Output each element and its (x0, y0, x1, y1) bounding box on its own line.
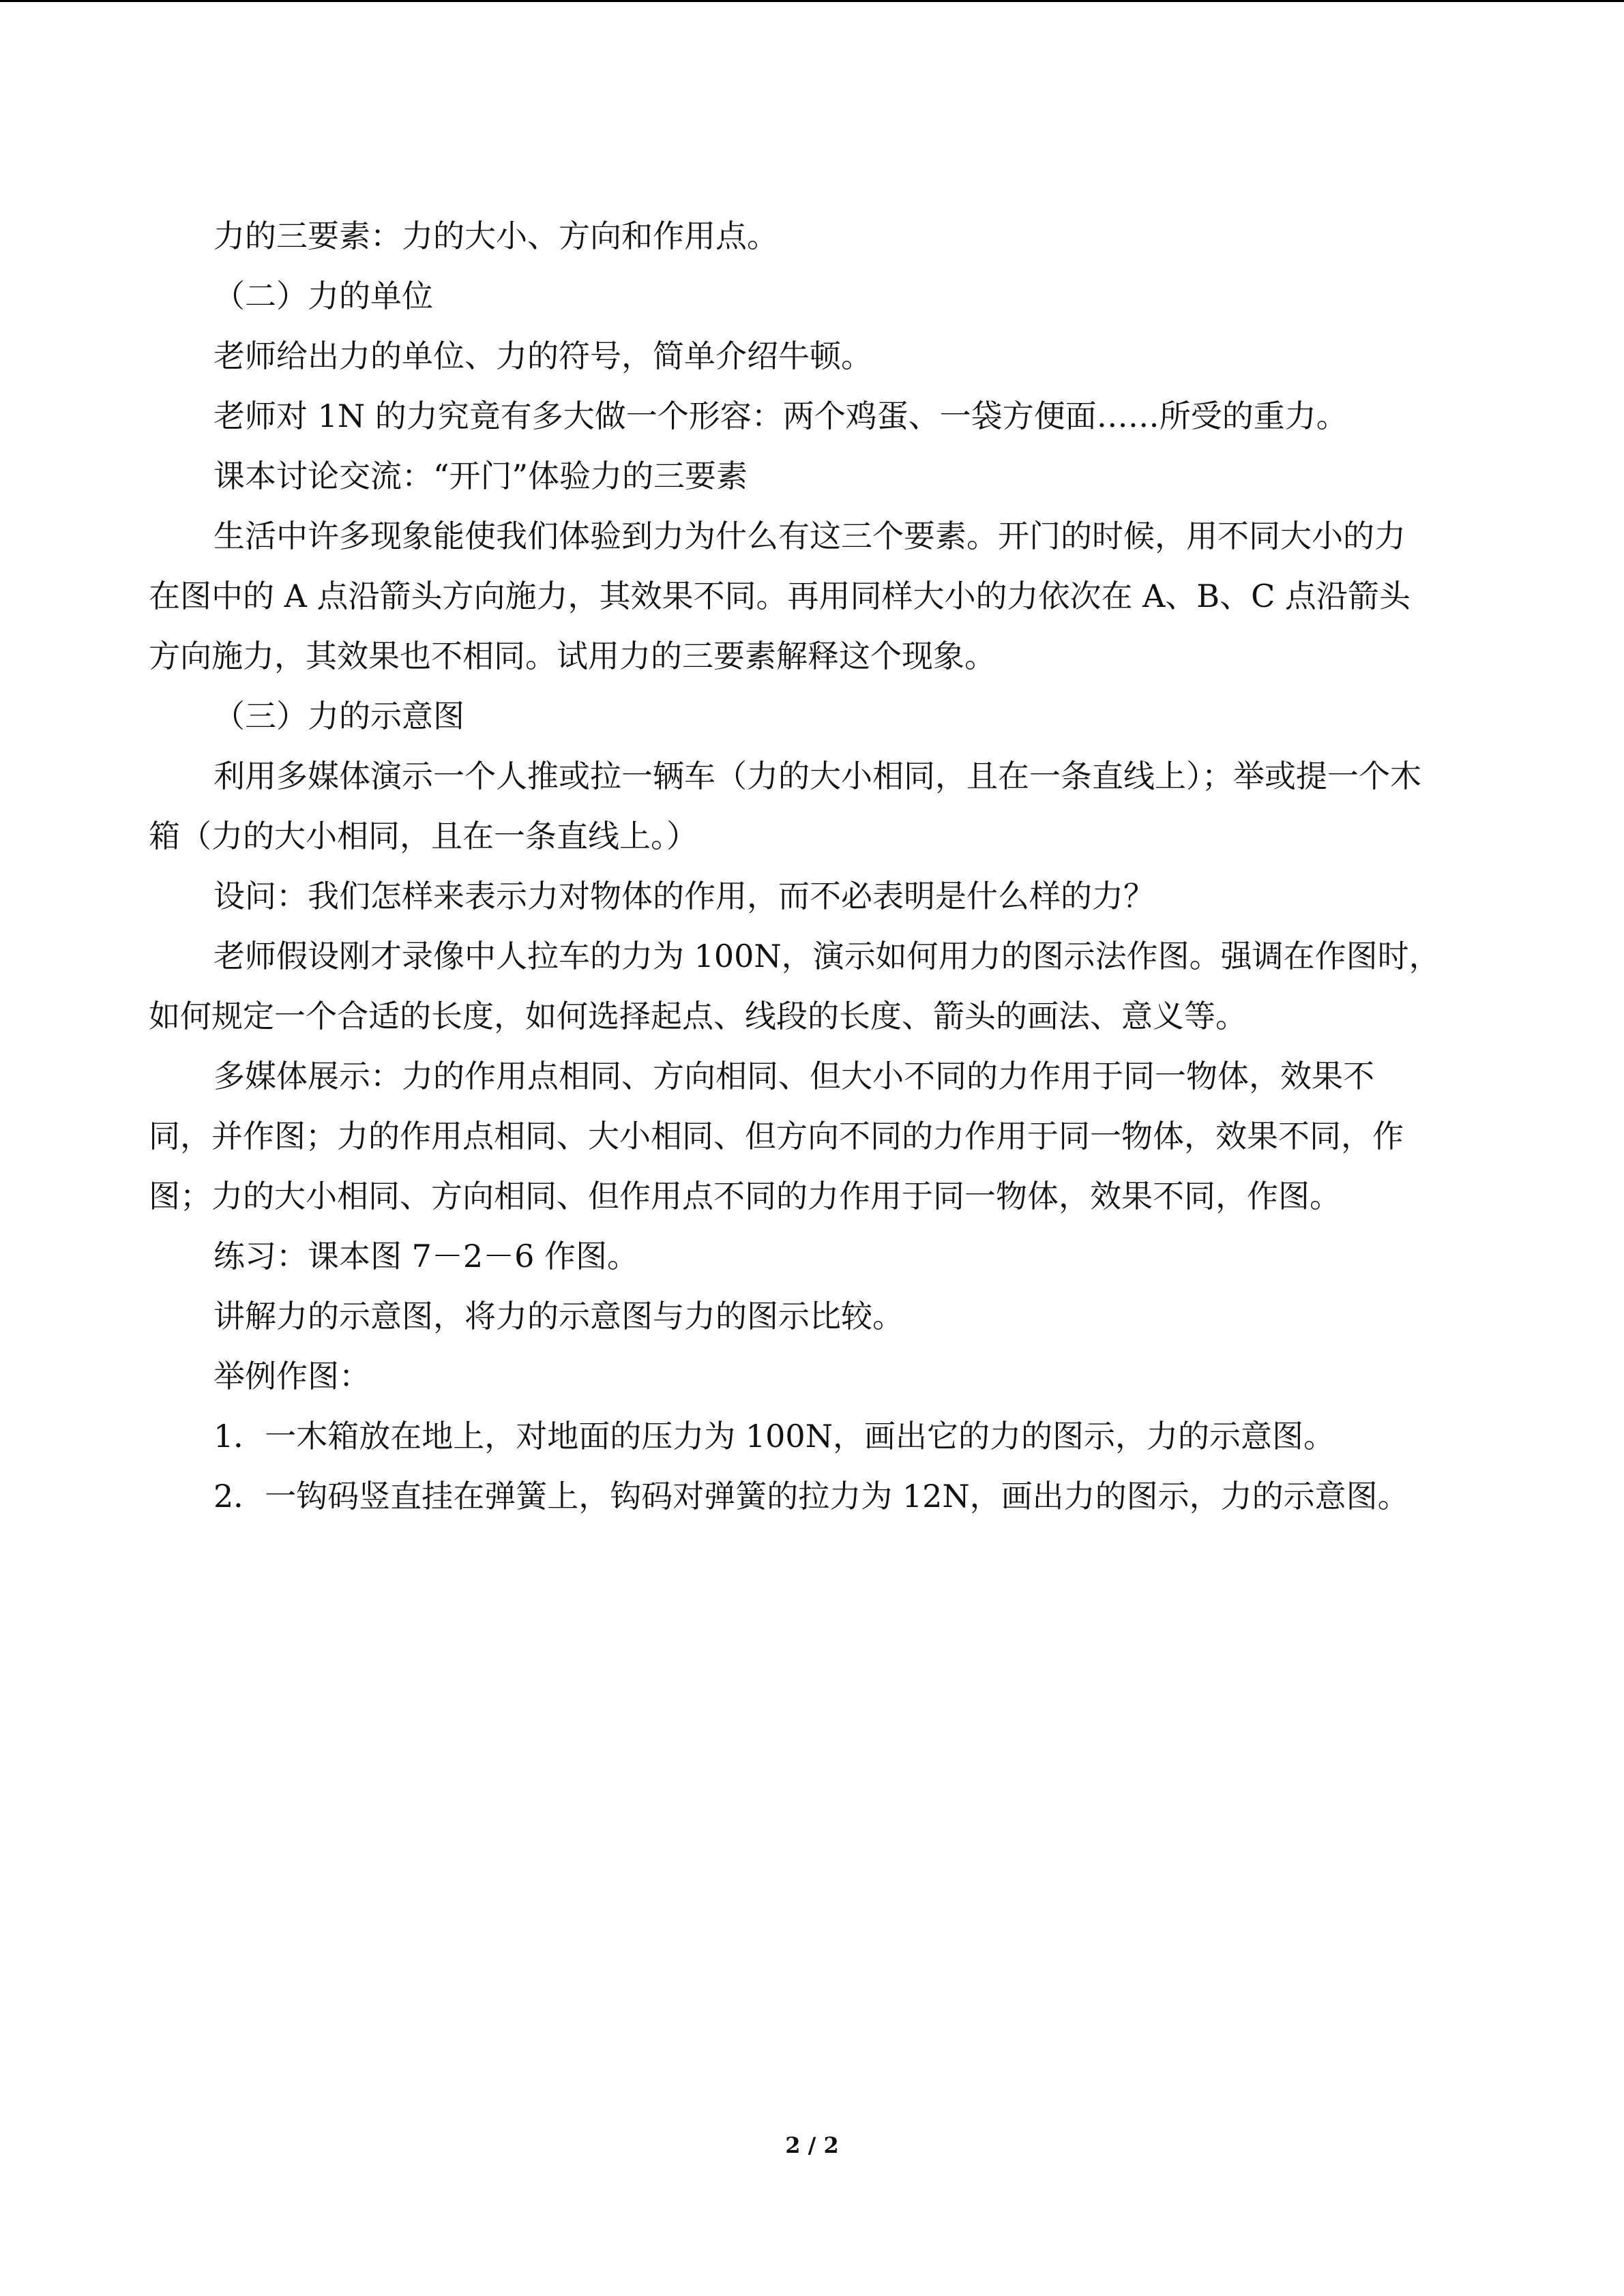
page-number: 2 / 2 (785, 2132, 839, 2158)
text-line-14: 如何规定一个合适的长度，如何选择起点、线段的长度、箭头的画法、意义等。 (149, 998, 1247, 1034)
text-line-8: 方向施力，其效果也不相同。试用力的三要素解释这个现象。 (149, 638, 996, 674)
section-heading-diagram: （三）力的示意图 (213, 698, 464, 734)
text-line-20: 举例作图： (213, 1358, 370, 1395)
text-line-3: 老师给出力的单位、力的符号，简单介绍牛顿。 (213, 338, 872, 374)
exercise-item-1: 1．一木箱放在地上，对地面的压力为 100N，画出它的力的图示，力的示意图。 (213, 1418, 1335, 1455)
text-line-11: 箱（力的大小相同，且在一条直线上。） (149, 818, 698, 854)
text-line-5: 课本讨论交流：“开门”体验力的三要素 (213, 458, 748, 494)
text-line-16: 同，并作图；力的作用点相同、大小相同、但方向不同的力作用于同一物体，效果不同，作 (149, 1118, 1404, 1154)
text-line-19: 讲解力的示意图，将力的示意图与力的图示比较。 (213, 1298, 904, 1335)
exercise-item-2: 2．一钩码竖直挂在弹簧上，钩码对弹簧的拉力为 12N，画出力的图示，力的示意图。 (213, 1478, 1409, 1515)
text-line-13: 老师假设刚才录像中人拉车的力为 100N，演示如何用力的图示法作图。强调在作图时， (213, 938, 1441, 974)
text-line-15: 多媒体展示：力的作用点相同、方向相同、但大小不同的力作用于同一物体，效果不 (213, 1058, 1374, 1094)
text-line-4: 老师对 1N 的力究竟有多大做一个形容：两个鸡蛋、一袋方便面……所受的重力。 (213, 398, 1348, 434)
text-line-7: 在图中的 A 点沿箭头方向施力，其效果不同。再用同样大小的力依次在 A、B、C 点沿箭头 (149, 578, 1411, 614)
text-line-17: 图；力的大小相同、方向相同、但作用点不同的力作用于同一物体，效果不同，作图。 (149, 1178, 1341, 1214)
text-line-6: 生活中许多现象能使我们体验到力为什么有这三个要素。开门的时候，用不同大小的力 (213, 518, 1406, 554)
section-heading-unit: （二）力的单位 (213, 278, 433, 314)
text-line-18: 练习：课本图 7－2－6 作图。 (213, 1238, 639, 1274)
text-line-1: 力的三要素：力的大小、方向和作用点。 (213, 218, 778, 254)
text-line-12: 设问：我们怎样来表示力对物体的作用，而不必表明是什么样的力？ (213, 878, 1155, 914)
text-line-10: 利用多媒体演示一个人推或拉一辆车（力的大小相同，且在一条直线上）；举或提一个木 (213, 758, 1421, 794)
